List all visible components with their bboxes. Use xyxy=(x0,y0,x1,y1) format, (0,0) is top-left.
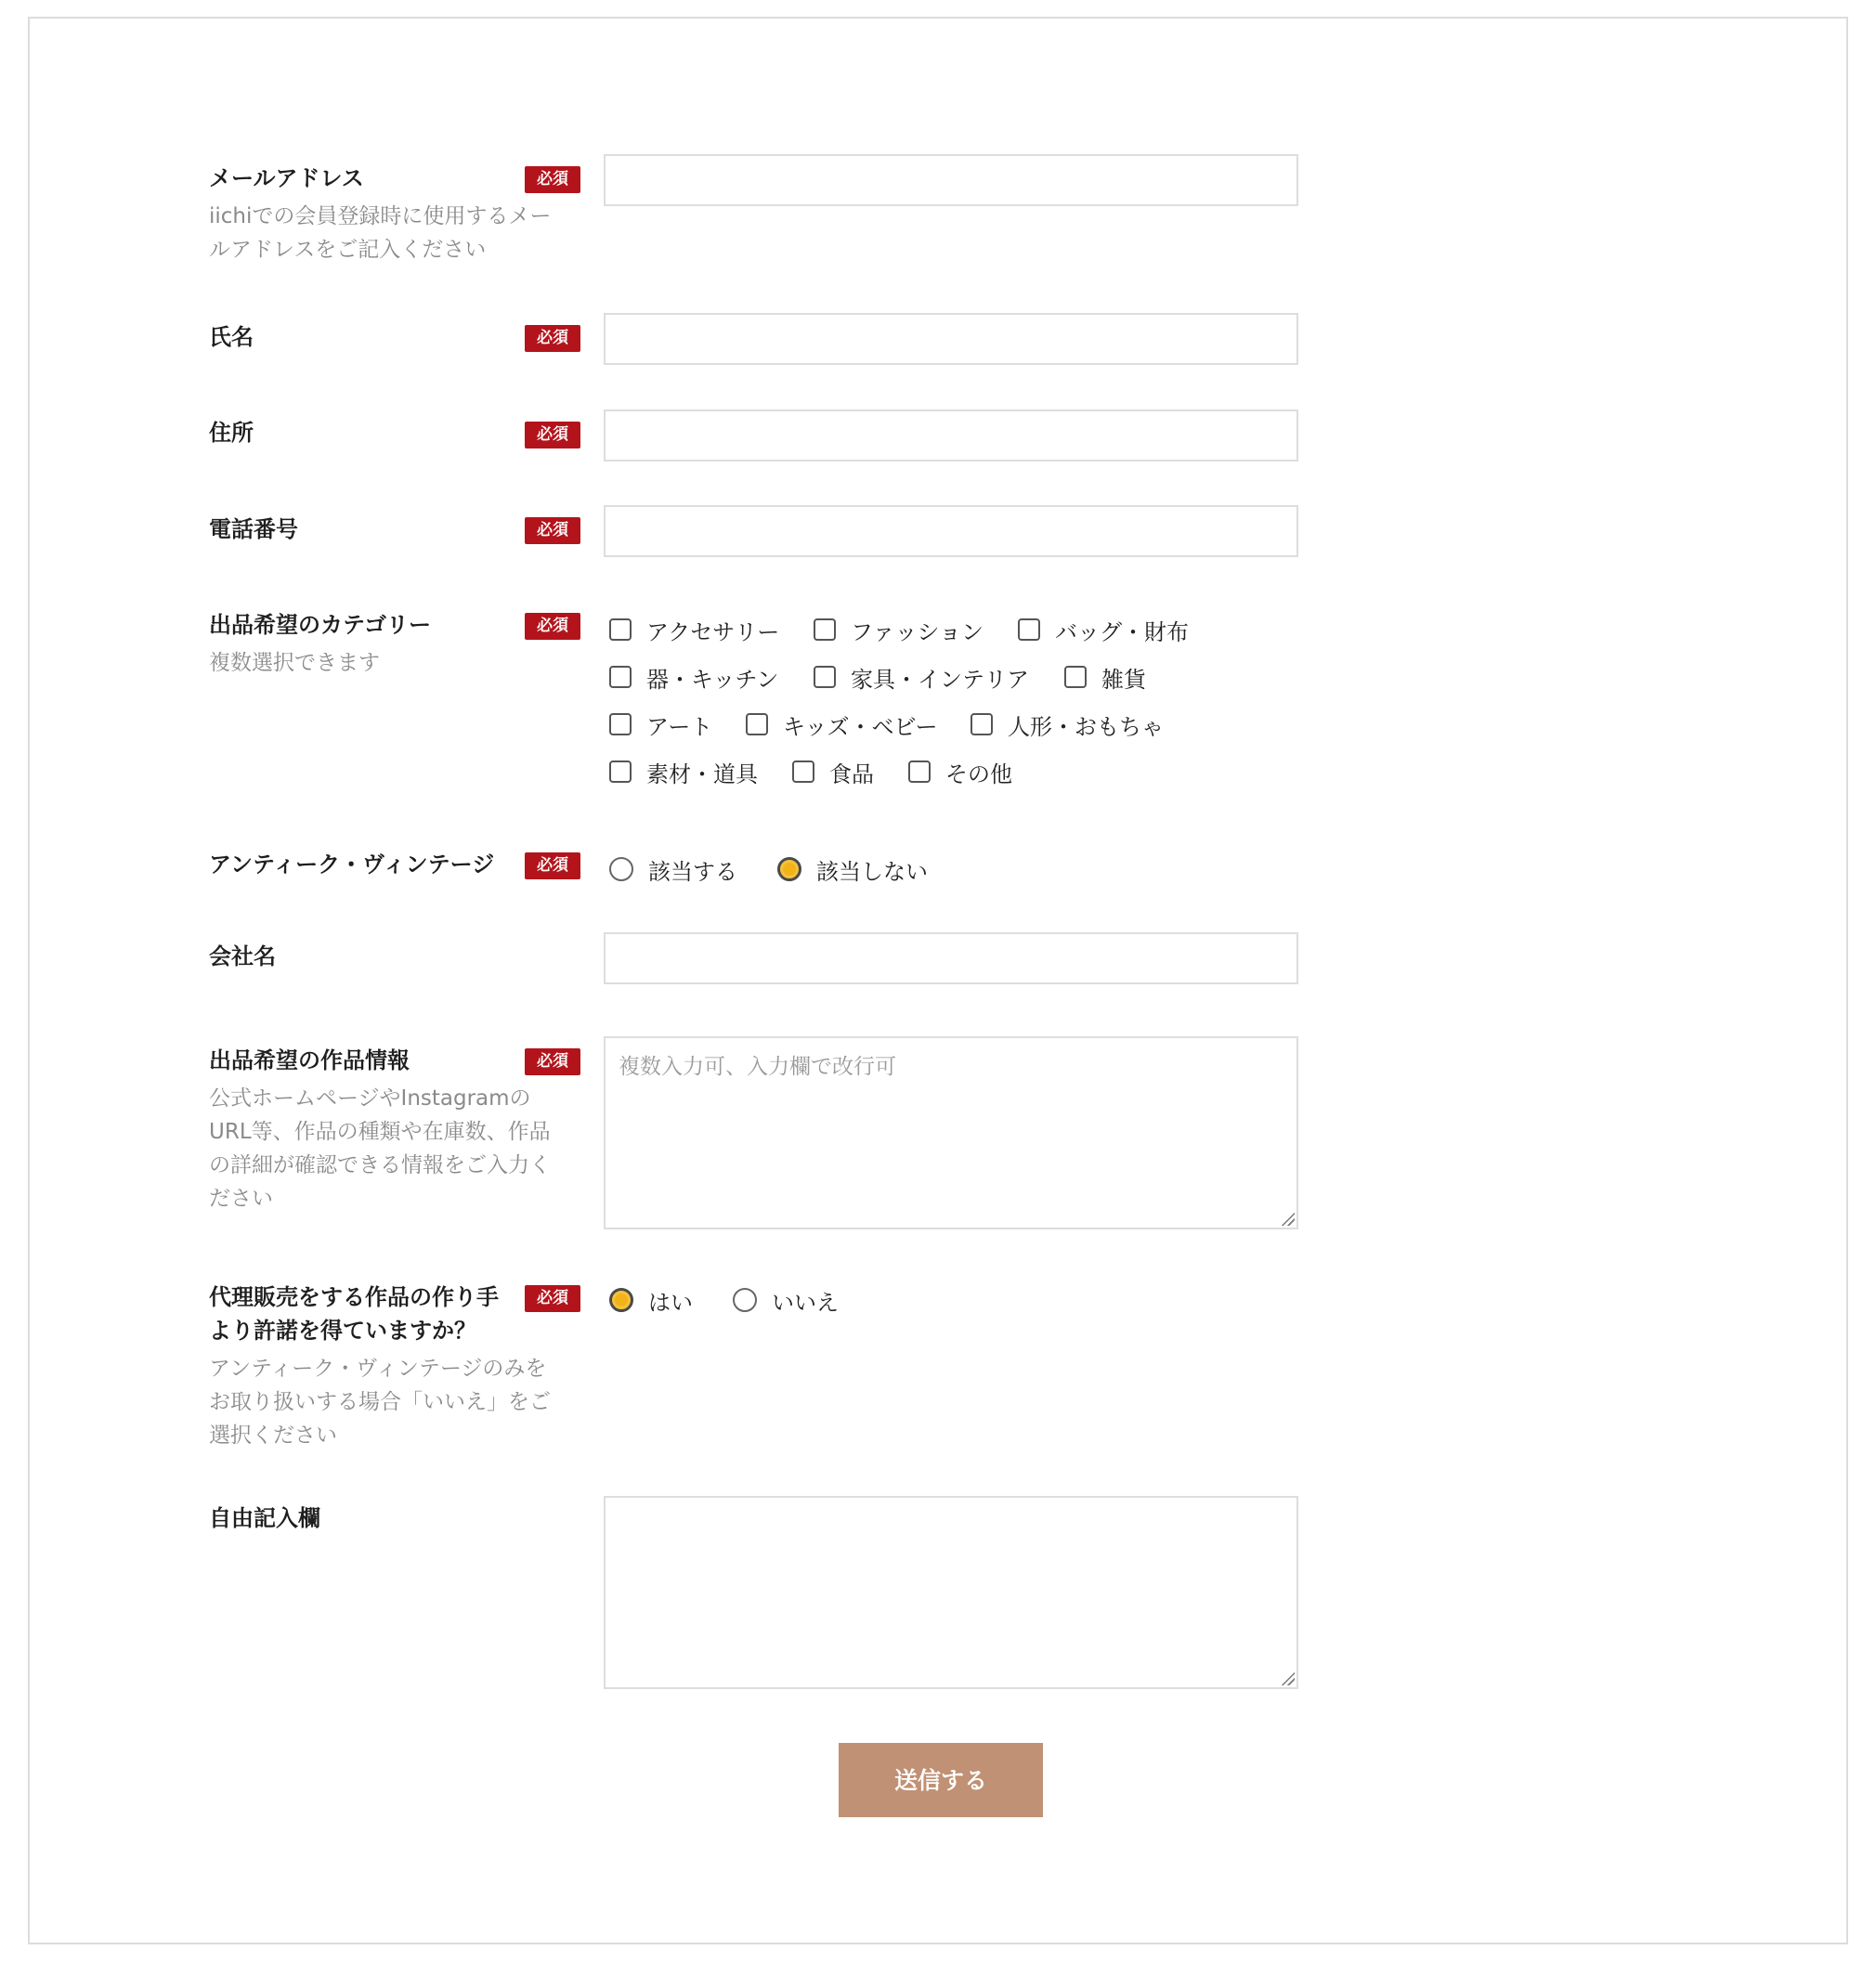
permission-label-line: 代理販売をする作品の作り手 xyxy=(209,1284,499,1310)
permission-label xyxy=(209,1280,529,1347)
checkbox[interactable] xyxy=(609,713,632,735)
free-label: 自由記入欄 xyxy=(209,1505,320,1531)
resize-grip-icon[interactable] xyxy=(1280,1211,1295,1226)
name-required-badge: 必須 xyxy=(525,325,580,352)
category-option[interactable] xyxy=(609,660,778,694)
permission-label-line: より許諾を得ていますか？ xyxy=(209,1318,476,1344)
works-required-badge: 必須 xyxy=(525,1048,580,1075)
free-textarea[interactable] xyxy=(604,1496,1298,1689)
category-option-label: バッグ・財布 xyxy=(1055,618,1189,645)
category-note: 複数選択できます xyxy=(209,651,380,675)
address-input[interactable] xyxy=(604,410,1298,462)
checkbox[interactable] xyxy=(746,713,768,735)
permission-note-line: 選択ください xyxy=(209,1424,337,1448)
checkbox[interactable] xyxy=(609,666,632,688)
permission-option-label: はい xyxy=(648,1289,693,1316)
category-option[interactable] xyxy=(814,660,1029,694)
category-option-label: キッズ・ベビー xyxy=(783,713,938,740)
address-required-badge: 必須 xyxy=(525,422,580,448)
antique-required-badge: 必須 xyxy=(525,852,580,879)
category-option[interactable] xyxy=(971,708,1164,741)
checkbox[interactable] xyxy=(1018,618,1040,641)
checkbox[interactable] xyxy=(908,760,931,783)
email-note xyxy=(209,200,580,266)
permission-note xyxy=(209,1352,580,1452)
checkbox[interactable] xyxy=(609,760,632,783)
email-required-badge: 必須 xyxy=(525,166,580,193)
works-textarea-wrap xyxy=(604,1036,1298,1229)
category-label: 出品希望のカテゴリー xyxy=(209,612,432,638)
antique-option-no[interactable] xyxy=(777,852,928,886)
category-option-label: 人形・おもちゃ xyxy=(1008,713,1164,740)
category-option-label: 素材・道具 xyxy=(646,760,758,787)
resize-grip-icon[interactable] xyxy=(1280,1670,1295,1685)
email-note-line: ルアドレスをご記入ください xyxy=(209,238,487,262)
phone-input[interactable] xyxy=(604,505,1298,557)
name-label: 氏名 xyxy=(209,324,254,350)
antique-option-label: 該当する xyxy=(648,858,737,885)
category-option-label: 雑貨 xyxy=(1101,666,1146,693)
email-note-line: iichiでの会員登録時に使用するメー xyxy=(209,204,552,228)
category-option[interactable] xyxy=(1018,613,1189,646)
category-option[interactable] xyxy=(609,708,712,741)
radio[interactable] xyxy=(609,857,633,881)
category-required-badge: 必須 xyxy=(525,613,580,640)
company-label: 会社名 xyxy=(209,943,276,969)
checkbox[interactable] xyxy=(814,666,836,688)
category-option-label: 器・キッチン xyxy=(646,666,779,693)
permission-option-label: いいえ xyxy=(772,1289,839,1316)
category-option[interactable] xyxy=(609,613,779,646)
category-option[interactable] xyxy=(814,613,984,646)
category-option-label: アクセサリー xyxy=(646,618,780,645)
works-note-line: 公式ホームページやInstagramの xyxy=(209,1086,531,1111)
works-note-line: URL等、作品の種類や在庫数、作品 xyxy=(209,1120,551,1144)
category-option-label: 食品 xyxy=(829,760,874,787)
submit-button[interactable]: 送信する xyxy=(839,1743,1043,1817)
antique-label: アンティーク・ヴィンテージ xyxy=(209,852,495,878)
category-option[interactable] xyxy=(1064,660,1146,694)
category-option-label: 家具・インテリア xyxy=(851,666,1029,693)
email-label: メールアドレス xyxy=(209,165,364,191)
category-option-label: その他 xyxy=(945,760,1012,787)
category-option-label: アート xyxy=(646,713,713,740)
works-textarea[interactable] xyxy=(604,1036,1298,1229)
email-input[interactable] xyxy=(604,154,1298,206)
company-input[interactable] xyxy=(604,932,1298,984)
permission-required-badge: 必須 xyxy=(525,1285,580,1312)
free-textarea-wrap xyxy=(604,1496,1298,1689)
checkbox[interactable] xyxy=(814,618,836,641)
form-card xyxy=(28,17,1848,1944)
checkbox[interactable] xyxy=(1064,666,1087,688)
works-note-line: ださい xyxy=(209,1187,273,1211)
category-option[interactable] xyxy=(792,755,874,788)
category-option[interactable] xyxy=(746,708,938,741)
checkbox[interactable] xyxy=(792,760,814,783)
checkbox[interactable] xyxy=(609,618,632,641)
address-label: 住所 xyxy=(209,420,254,446)
phone-required-badge: 必須 xyxy=(525,517,580,544)
works-note-line: の詳細が確認できる情報をご入力く xyxy=(209,1153,551,1177)
permission-note-line: お取り扱いする場合「いいえ」をご xyxy=(209,1390,551,1414)
category-option[interactable] xyxy=(908,755,1012,788)
permission-option-no[interactable] xyxy=(733,1283,839,1317)
permission-note-line: アンティーク・ヴィンテージのみを xyxy=(209,1357,547,1381)
antique-option-yes[interactable] xyxy=(609,852,737,886)
category-option-label: ファッション xyxy=(851,618,984,645)
works-note xyxy=(209,1082,580,1216)
name-input[interactable] xyxy=(604,313,1298,365)
checkbox[interactable] xyxy=(971,713,993,735)
permission-option-yes[interactable] xyxy=(609,1283,693,1317)
radio-selected[interactable] xyxy=(609,1288,633,1312)
phone-label: 電話番号 xyxy=(209,516,298,542)
radio-selected[interactable] xyxy=(777,857,801,881)
antique-option-label: 該当しない xyxy=(816,858,928,885)
radio[interactable] xyxy=(733,1288,757,1312)
category-option[interactable] xyxy=(609,755,758,788)
works-label: 出品希望の作品情報 xyxy=(209,1047,410,1073)
